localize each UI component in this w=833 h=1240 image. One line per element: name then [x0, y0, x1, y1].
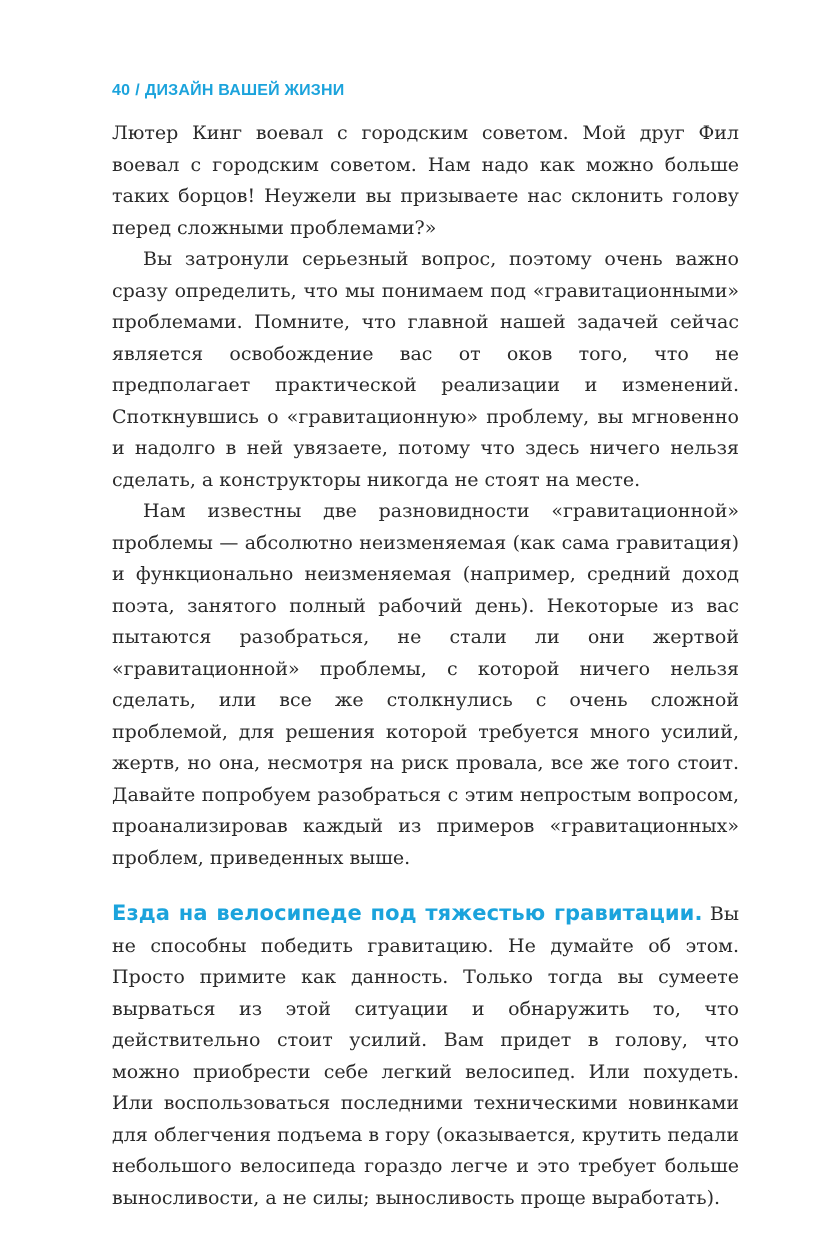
section-text: Вы не способны победить гравитацию. Не думайте об этом. Просто примите как данность. Только тогда вы сумеете вырваться из этой ситуации и обнаружить то, что действительно стоит усилий. Вам придет в голову, что можно приобрести себе легкий велосипед. Или похудеть. Или воспользоваться последними техническими новинками для облегчения подъема в гору (оказывается, крутить педали небольшого велосипеда гораздо легче и это требует больше выносливости, а не силы; выносливость проще выработать). — [112, 903, 739, 1209]
body-text — [112, 118, 739, 1214]
page-number: 40 — [112, 82, 131, 99]
section-heading: Езда на велосипеде под тяжестью гравитации. — [112, 901, 703, 925]
paragraph-1: Лютер Кинг воевал с городским советом. Мой друг Фил воевал с городским советом. Нам надо как можно больше таких борцов! Неужели вы призываете нас склонить голову перед сложными проблемами?» — [112, 122, 739, 239]
paragraph-3: Нам известны две разновидности «гравитационной» проблемы — абсолютно неизменяемая (как сама гравитация) и функционально неизменяемая (например, средний доход поэта, занятого полный рабочий день). Некоторые из вас пытаются разобраться, не стали ли они жертвой «гравитационной» проблемы, с которой ничего нельзя сделать, или все же столкнулись с очень сложной проблемой, для решения которой требуется много усилий, жертв, но она, несмотря на риск провала, все же того стоит. Давайте попробуем разобраться с этим непростым вопросом, проанализировав каждый из примеров «гравитационных» проблем, приведенных выше. — [112, 500, 739, 869]
running-header — [112, 82, 344, 100]
paragraph-2: Вы затронули серьезный вопрос, поэтому очень важно сразу определить, что мы понимаем под «гравитационными» проблемами. Помните, что главной нашей задачей сейчас является освобождение вас от оков того, что не предполагает практической реализации и изменений. Споткнувшись о «гравитационную» проблему, вы мгновенно и надолго в ней увязаете, потому что здесь ничего нельзя сделать, а конструкторы никогда не стоят на месте. — [112, 248, 739, 491]
book-title: ДИЗАЙН ВАШЕЙ ЖИЗНИ — [144, 82, 345, 99]
section-paragraph — [112, 898, 739, 1214]
header-separator: / — [135, 82, 140, 99]
